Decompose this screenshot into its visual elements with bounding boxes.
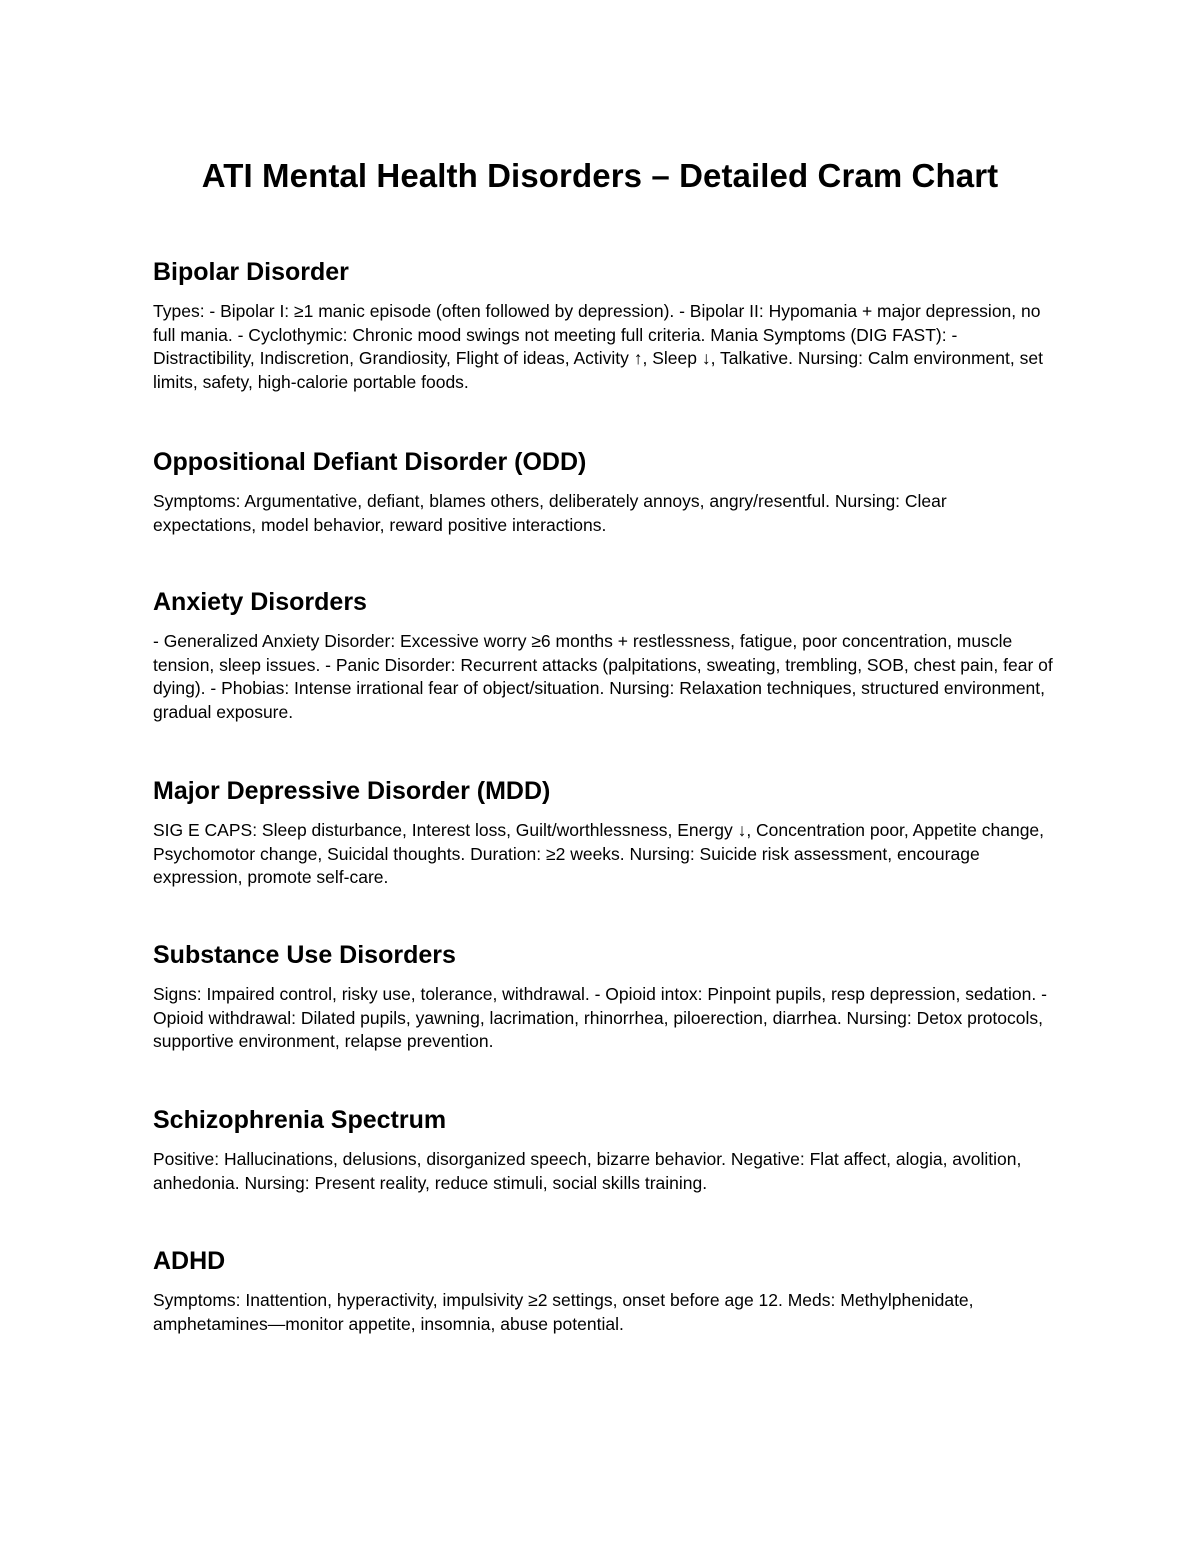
section-substance-use-disorders xyxy=(153,939,1053,1054)
section-mdd xyxy=(153,775,1053,890)
section-body: SIG E CAPS: Sleep disturbance, Interest loss, Guilt/worthlessness, Energy ↓, Concentration poor, Appetite change, Psychomotor change, Suicidal thoughts. Duration: ≥2 weeks. Nursing: Suicide risk assessment, encourage expression, promote self-care. xyxy=(153,820,1045,887)
section-anxiety-disorders xyxy=(153,586,1053,724)
section-odd xyxy=(153,446,1053,537)
section-body: Signs: Impaired control, risky use, tolerance, withdrawal. - Opioid intox: Pinpoint pupils, resp depression, sedation. - Opioid withdrawal: Dilated pupils, yawning, lacrimation, rhinorrhea, piloerection, diarrhea. Nursing: Detox protocols, supportive environment, relapse prevention. xyxy=(153,984,1047,1051)
section-schizophrenia-spectrum xyxy=(153,1104,1053,1195)
section-heading: Substance Use Disorders xyxy=(153,941,456,969)
section-body: Types: - Bipolar I: ≥1 manic episode (often followed by depression). - Bipolar II: Hypomania + major depression, no full mania. - Cyclothymic: Chronic mood swings not meeting full criteria. Mania Symptoms (DIG FAST): - Distractibility, Indiscretion, Grandiosity, Flight of ideas, Activity ↑, Sleep ↓, Talkative. Nursing: Calm environment, set limits, safety, high-calorie portable foods. xyxy=(153,301,1043,392)
section-body: Symptoms: Argumentative, defiant, blames others, deliberately annoys, angry/resentful. Nursing: Clear expectations, model behavior, reward positive interactions. xyxy=(153,491,947,535)
section-heading: ADHD xyxy=(153,1247,226,1275)
section-heading: Oppositional Defiant Disorder (ODD) xyxy=(153,448,587,476)
section-body: - Generalized Anxiety Disorder: Excessive worry ≥6 months + restlessness, fatigue, poor concentration, muscle tension, sleep issues. - Panic Disorder: Recurrent attacks (palpitations, sweating, trembling, SOB, chest pain, fear of dying). - Phobias: Intense irrational fear of object/situation. Nursing: Relaxation techniques, structured environment, gradual exposure. xyxy=(153,631,1053,722)
section-heading: Anxiety Disorders xyxy=(153,588,367,616)
section-heading: Schizophrenia Spectrum xyxy=(153,1106,447,1134)
section-bipolar-disorder xyxy=(153,256,1053,394)
section-heading: Bipolar Disorder xyxy=(153,258,349,286)
section-heading: Major Depressive Disorder (MDD) xyxy=(153,777,551,805)
document-title: ATI Mental Health Disorders – Detailed Cram Chart xyxy=(201,157,999,194)
section-adhd xyxy=(153,1245,1053,1336)
section-body: Symptoms: Inattention, hyperactivity, impulsivity ≥2 settings, onset before age 12. Meds: Methylphenidate, amphetamines—monitor appetite, insomnia, abuse potential. xyxy=(153,1290,974,1334)
section-body: Positive: Hallucinations, delusions, disorganized speech, bizarre behavior. Negative: Flat affect, alogia, avolition, anhedonia. Nursing: Present reality, reduce stimuli, social skills training. xyxy=(153,1149,1022,1193)
